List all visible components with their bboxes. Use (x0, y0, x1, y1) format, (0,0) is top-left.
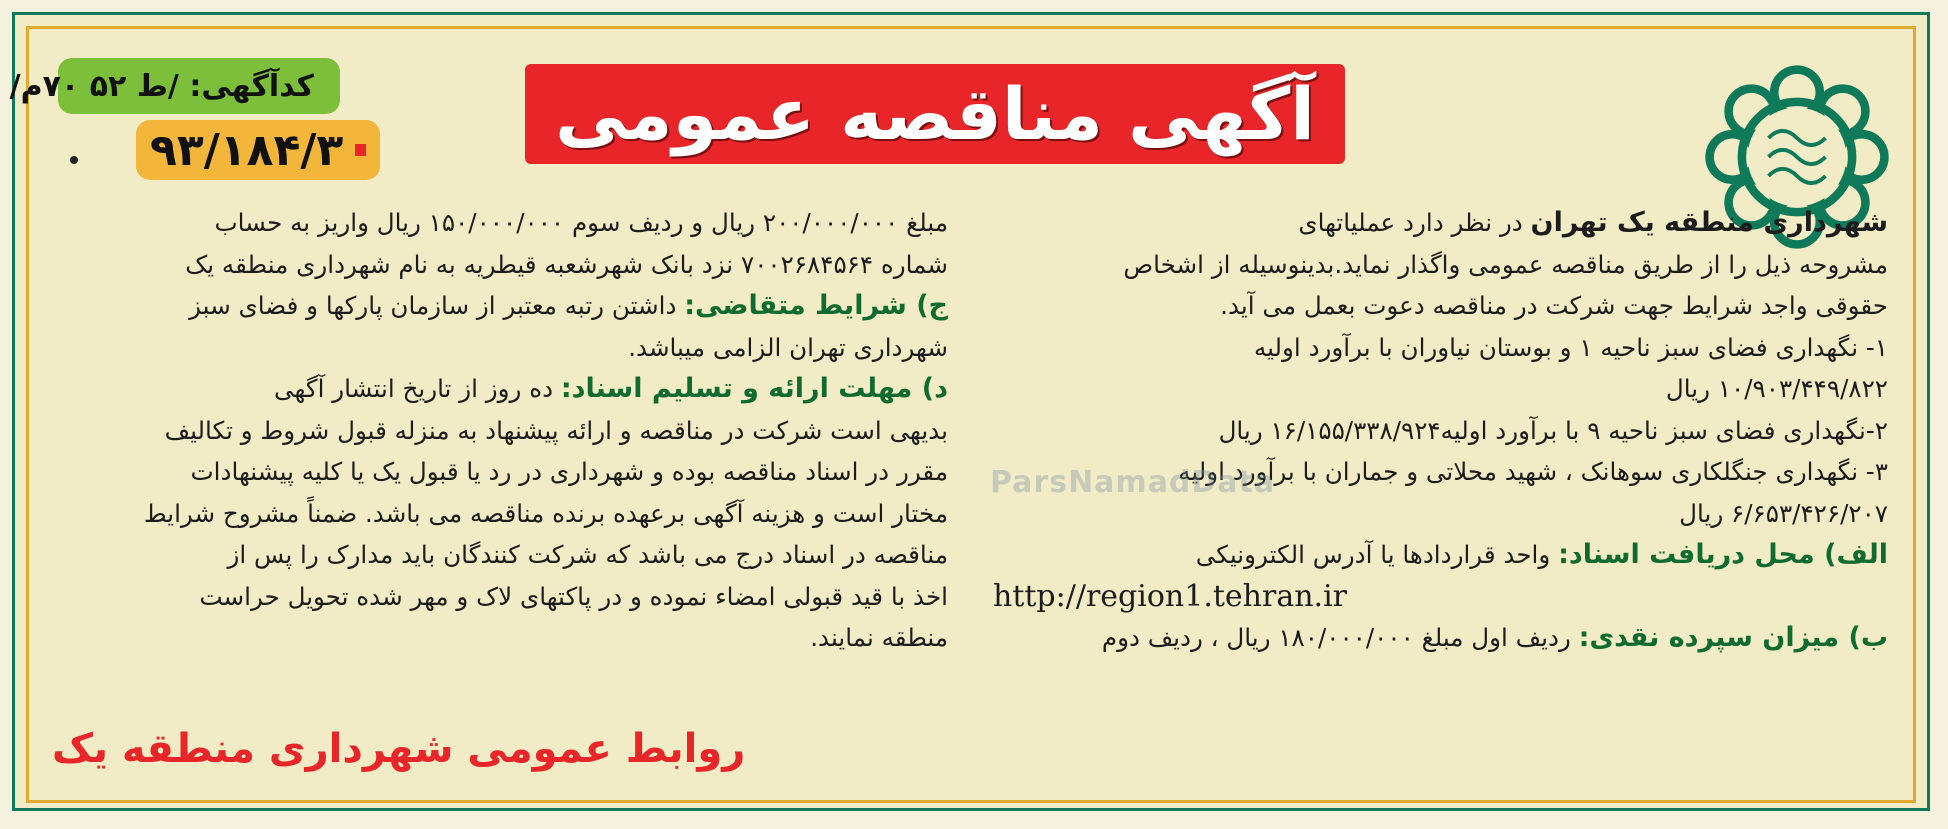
left-column (58, 202, 948, 659)
bullet-square-icon (355, 144, 366, 156)
section-jim-text: داشتن رتبه معتبر از سازمان پارکها و فضای سبز (189, 291, 685, 320)
section-alef-text: واحد قراردادها یا آدرس الکترونیکی (1195, 540, 1559, 569)
right-column (953, 202, 1888, 659)
org-name: شهرداری منطقه یک تهران (1530, 207, 1888, 238)
terms-line-6: منطقه نمایند. (810, 623, 948, 652)
terms-line-1: بدیهی است شرکت در مناقصه و ارائه پیشنهاد به منزله قبول شروط و تکالیف (164, 415, 948, 445)
item-1-line-2: ۱۰/۹۰۳/۴۴۹/۸۲۲ ریال (1665, 374, 1888, 403)
ad-number-badge (136, 120, 380, 180)
section-dal-label: د) مهلت ارائه و تسلیم اسناد: (560, 373, 948, 404)
section-be-label: ب) میزان سپرده نقدی: (1578, 622, 1888, 653)
item-3-line-1: ۳- نگهداری جنگلکاری سوهانک ، شهید محلاتی و جماران با برآورد اولیه (1178, 457, 1888, 486)
section-be-text: ردیف اول مبلغ ۱۸۰/۰۰۰/۰۰۰ ریال ، ردیف دوم (1101, 623, 1579, 652)
jim-line-2: شهرداری تهران الزامی میباشد. (628, 332, 948, 362)
item-1-line-1: ۱- نگهداری فضای سبز ناحیه ۱ و بوستان نیاوران با برآورد اولیه (1253, 332, 1888, 362)
intro-line-3: حقوقی واجد شرایط جهت شرکت در مناقصه دعوت بعمل می آید. (1220, 291, 1888, 320)
terms-line-2: مقرر در اسناد مناقصه بوده و شهرداری در رد یا قبول یک یا کلیه پیشنهادات (190, 457, 948, 486)
terms-line-3: مختار است و هزینه آگهی برعهده برنده مناقصه می باشد. ضمناً مشروح شرایط (143, 498, 948, 528)
section-alef-label: الف) محل دریافت اسناد: (1558, 539, 1888, 570)
item-2: ۲-نگهداری فضای سبز ناحیه ۹ با برآورد اولیه۱۶/۱۵۵/۳۳۸/۹۲۴ ریال (1218, 415, 1888, 445)
section-dal (58, 368, 948, 410)
intro-rest: در نظر دارد عملیاتهای (1298, 208, 1531, 237)
ad-code-text: کدآگهی: /ط ۵۲ ۷۰م/ (9, 68, 314, 104)
terms-line-5: اخذ با قید قبولی امضاء نموده و در پاکتهای لاک و مهر شده تحویل حراست (199, 581, 948, 611)
deposit-line-1: مبلغ ۲۰۰/۰۰۰/۰۰۰ ریال و ردیف سوم ۱۵۰/۰۰۰/۰۰۰ ریال واریز به حساب (214, 208, 948, 237)
ad-number-text: ۹۳/۱۸۴/۳ (150, 124, 344, 176)
item-3-line-2: ۶/۶۵۳/۴۲۶/۲۰۷ ریال (1679, 498, 1888, 528)
intro-line-1 (953, 202, 1888, 244)
public-relations-signature: روابط عمومی شهرداری منطقه یک (52, 726, 746, 772)
terms-line-4: مناقصه در اسناد درج می باشد که شرکت کنندگان باید مدارک را پس از (227, 540, 948, 569)
section-be (953, 617, 1888, 659)
section-alef (953, 534, 1888, 576)
deposit-line-2: شماره ۷۰۰۲۶۸۴۵۶۴ نزد بانک شهرشعبه قیطریه به نام شهرداری منطقه یک (185, 249, 948, 279)
section-dal-text: ده روز از تاریخ انتشار آگهی (274, 374, 561, 403)
documents-url-link[interactable]: http://region1.tehran.ir (993, 578, 1348, 614)
page-title: آگهی مناقصه عمومی (555, 72, 1315, 156)
ad-code-badge (9, 58, 340, 114)
section-jim-label: ج) شرایط متقاضی: (684, 290, 948, 321)
dot-mark (70, 156, 78, 164)
intro-line-2: مشروحه ذیل را از طریق مناقصه عمومی واگذار نماید.بدینوسیله از اشخاص (1123, 249, 1888, 279)
section-jim (58, 285, 948, 327)
watermark: ParsNamadData (990, 465, 1276, 500)
title-banner (525, 64, 1345, 164)
